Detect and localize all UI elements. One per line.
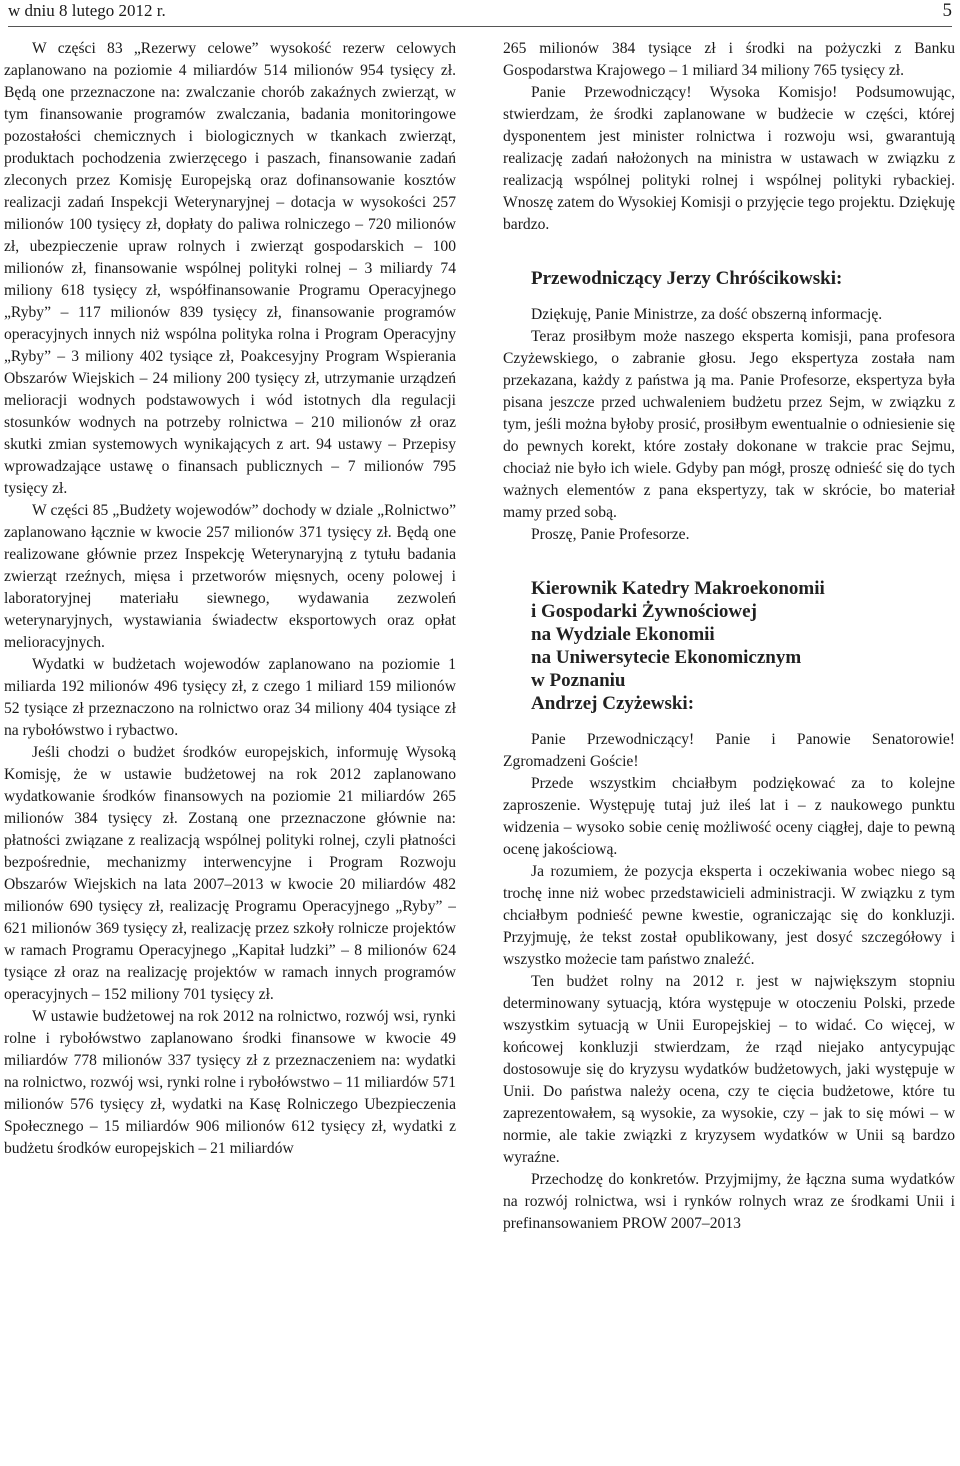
paragraph-continuation: 265 milionów 384 tysiące zł i środki na pożyczki z Banku Gospodarstwa Krajowego – 1 miliard 34 miliony 765 tysięcy zł.: [503, 40, 955, 79]
paragraph: Panie Przewodniczący! Wysoka Komisjo! Podsumowując, stwierdzam, że środki zaplanowane w budżecie w części, której dysponentem jest minister rolnictwa i rozwoju wsi, gwarantują realizację zadań nałożonych na ministra w ustawach w związku z realizacją wspólnej polityki rolnej i wspólnej polityki rybackiej. Wnoszę zatem do Wysokiej Komisji o przyjęcie tego projektu. Dziękuję bardzo.: [503, 84, 955, 233]
speaker-heading-line: Andrzej Czyżewski:: [531, 693, 695, 714]
speaker-heading-line: w Poznaniu: [531, 670, 626, 691]
page-header: [8, 0, 952, 27]
paragraph: W ustawie budżetowej na rok 2012 na rolnictwo, rozwój wsi, rynki rolne i rybołówstwo zaplanowano środki finansowe w kwocie 49 miliardów 778 milionów 337 tysięcy zł z przeznaczeniem na: wydatki na rolnictwo, rozwój wsi, rynki rolne i rybołówstwo – 11 miliardów 571 milionów 576 tysięcy zł, wydatki na Kasę Rolniczego Ubezpieczenia Społecznego – 15 miliardów 906 milionów 612 tysięcy zł, wydatki z budżetu środków europejskich – 21 miliardów: [4, 1008, 456, 1157]
paragraph: Teraz prosiłbym może naszego eksperta komisji, pana profesora Czyżewskiego, o zabranie głosu. Jego ekspertyza została nam przekazana, każdy z państwa ją ma. Panie Profesorze, ekspertyza była pisana jeszcze przed uchwaleniem budżetu przez Sejm, w związku z tym, jeśli można byłoby prosić, prosiłbym ewentualnie o odniesienie się do pewnych korekt, które zostały dokonane w trakcie prac Sejmu, chociaż nie było ich wiele. Gdyby pan mógł, proszę odnieść się do tych ważnych elementów z pana ekspertyzy, tak w skrócie, bo materiał mamy przed sobą.: [503, 328, 955, 521]
speaker-heading-line: na Wydziale Ekonomii: [531, 624, 715, 645]
paragraph: Proszę, Panie Profesorze.: [531, 526, 690, 543]
paragraph: Ten budżet rolny na 2012 r. jest w największym stopniu determinowany sytuacją, która występuje w otoczeniu Polski, przede wszystkim sytuacją w Unii Europejskiej – to widać. Co więcej, w końcowej konkluzji stwierdzam, że rząd niejako antycypując dostosowuje się do kryzysu wydatków budżetowych, jaki występuje w Unii. Do państwa należy ocena, czy te cięcia budżetowe, które tu zaprezentowałem, są wysokie, za wysokie, czy – jak to się mówi – w normie, ale takie związki z kryzysem wydatków w Unii są bardzo wyraźne.: [503, 973, 955, 1166]
speaker-heading-line: Kierownik Katedry Makroekonomii: [531, 578, 825, 599]
speaker-heading-chairman: Przewodniczący Jerzy Chróścikowski:: [531, 268, 843, 289]
speaker-heading-line: na Uniwersytecie Ekonomicznym: [531, 647, 802, 668]
paragraph: Przechodzę do konkretów. Przyjmijmy, że łączna suma wydatków na rozwój rolnictwa, wsi i rynków rolnych wraz ze środkami Unii i prefinansowaniem PROW 2007–2013: [503, 1171, 955, 1232]
header-date: w dniu 8 lutego 2012 r.: [8, 1, 166, 20]
paragraph: Wydatki w budżetach wojewodów zaplanowano na poziomie 1 miliarda 192 milionów 496 tysięcy zł, z czego 1 miliard 159 milionów 52 tysiące zł przeznaczono na rolnictwo oraz 34 miliony 404 tysiące zł na rybołówstwo i rybactwo.: [4, 656, 456, 739]
right-column: [503, 38, 955, 1466]
paragraph: Dziękuję, Panie Ministrze, za dość obszerną informację.: [531, 306, 883, 323]
speaker-heading-expert: [531, 577, 955, 715]
paragraph: Ja rozumiem, że pozycja eksperta i oczekiwania wobec niego są trochę inne niż wobec przedstawicieli administracji. W związku z tym chciałbym podnieść pewne kwestie, ograniczając się do konkluzji. Przyjmuję, że tekst został opublikowany, jest dosyć szczegółowy i wszystko możecie tam państwo znaleźć.: [503, 863, 955, 968]
paragraph: Przede wszystkim chciałbym podziękować za to kolejne zaproszenie. Występuję tutaj już ileś lat i – z naukowego punktu widzenia – wysoko sobie cenię możliwość oceny ciągłej, daje to pewną ocenę jakościową.: [503, 775, 955, 858]
page-number: 5: [942, 0, 952, 21]
left-column: [4, 38, 456, 1466]
paragraph: Jeśli chodzi o budżet środków europejskich, informuję Wysoką Komisję, że w ustawie budżetowej na rok 2012 zaplanowano wydatkowanie środków finansowych na poziomie 21 miliardów 265 milionów 384 tysięcy zł. Zostaną one przeznaczone głównie na: płatności związane z realizacją wspólnej polityki rolnej, czyli płatności bezpośrednie, mechanizmy interwencyjne i Program Rozwoju Obszarów Wiejskich na lata 2007–2013 w kwocie 20 miliardów 482 milionów 690 tysięcy zł, realizację Programu Operacyjnego „Ryby” – 621 milionów 369 tysięcy zł, realizację przez szkoły rolnicze projektów w ramach Programu Operacyjnego „Kapitał ludzki” – 8 milionów 624 tysiące zł oraz na realizację projektów w ramach innych programów operacyjnych – 152 miliony 701 tysięcy zł.: [4, 744, 456, 1003]
speaker-heading-line: i Gospodarki Żywnościowej: [531, 601, 757, 622]
paragraph: W części 85 „Budżety wojewodów” dochody w dziale „Rolnictwo” zaplanowano łącznie w kwocie 257 milionów 371 tysięcy zł. Będą one realizowane głównie przez Inspekcję Weterynaryjną z tytułu badania zwierząt rzeźnych, mięsa i przetworów mięsnych, oceny polowej i laboratoryjnej materiału siewnego, wydawania zezwoleń weterynaryjnych, wystawiania świadectw eksportowych oraz opłat melioracyjnych.: [4, 502, 456, 651]
paragraph: Panie Przewodniczący! Panie i Panowie Senatorowie! Zgromadzeni Goście!: [503, 731, 955, 770]
paragraph: W części 83 „Rezerwy celowe” wysokość rezerw celowych zaplanowano na poziomie 4 miliardów 514 milionów 954 tysięcy zł. Będą one przeznaczone na: zwalczanie chorób zakaźnych zwierząt, w tym finansowanie programów zwalczania, badania monitoringowe pozostałości chemicznych i biologicznych w tkankach zwierząt, produktach pochodzenia zwierzęcego i paszach, finansowanie zadań zleconych przez Komisję Europejską oraz dofinansowanie kosztów realizacji zadań Inspekcji Weterynaryjnej – dotacja w wysokości 257 milionów 100 tysięcy zł, dopłaty do paliwa rolniczego – 720 milionów zł, ubezpieczenie upraw rolnych i zwierząt gospodarskich – 100 milionów zł, finansowanie wspólnej polityki rolnej – 3 miliardy 74 miliony 618 tysięcy zł, współfinansowanie Programu Operacyjnego „Ryby” – 117 milionów 839 tysięcy zł, finansowanie programów operacyjnych innych niż wspólna polityka rolna i Program Operacyjny „Ryby” – 3 miliony 402 tysiące zł, Poakcesyjny Program Wspierania Obszarów Wiejskich – 24 miliony 200 tysięcy zł, utrzymanie urządzeń melioracji wodnych podstawowych i wód istotnych dla regulacji stosunków wodnych na potrzeby rolnictwa – 210 milionów zł oraz skutki zmian systemowych wynikających z art. 94 ustawy – Przepisy wprowadzające ustawę o finansach publicznych – 7 milionów 795 tysięcy zł.: [4, 40, 456, 497]
